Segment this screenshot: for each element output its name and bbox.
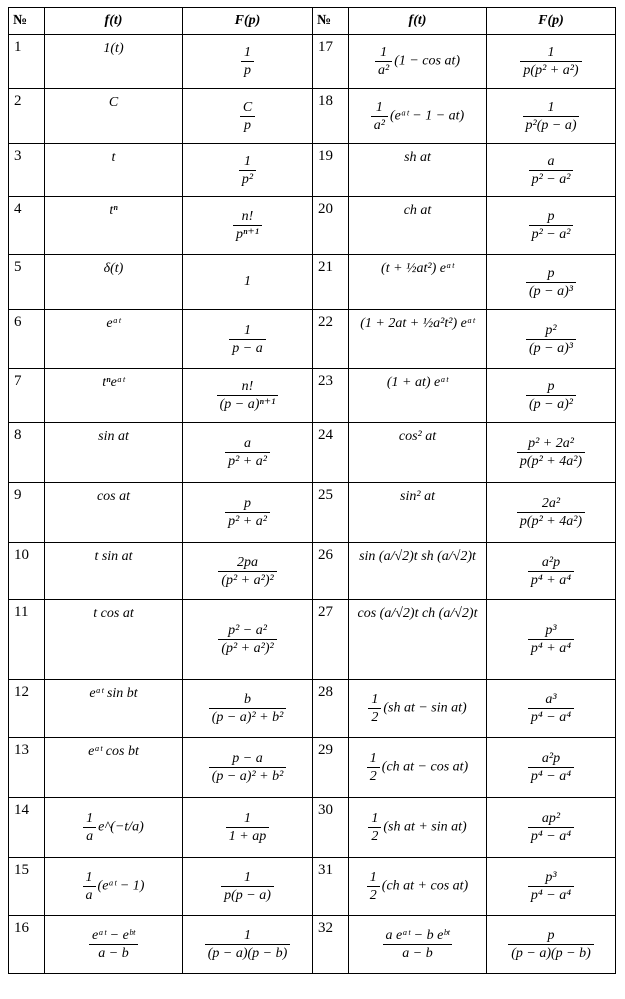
fraction-numerator: 1 bbox=[243, 811, 251, 826]
table-row bbox=[9, 89, 616, 144]
transform-image bbox=[487, 680, 616, 738]
fraction-numerator: p bbox=[547, 928, 555, 943]
original-function: 1(t) bbox=[45, 35, 183, 89]
fraction bbox=[528, 622, 574, 657]
table-row bbox=[9, 680, 616, 738]
fraction-numerator: p bbox=[244, 496, 251, 511]
fraction-denominator: a bbox=[83, 827, 96, 845]
transform-image bbox=[487, 858, 616, 916]
transform-image bbox=[183, 89, 313, 144]
fraction-denominator: p − a bbox=[229, 339, 265, 357]
original-function: (1 + 2at + ½a²t²) eᵃᵗ bbox=[349, 310, 487, 369]
original-function: C bbox=[45, 89, 183, 144]
fraction bbox=[233, 208, 262, 243]
fraction bbox=[523, 99, 580, 134]
entry-number: 18 bbox=[313, 89, 349, 144]
expression-tail: (sh at + sin at) bbox=[383, 819, 467, 835]
transform-image bbox=[183, 680, 313, 738]
fraction-denominator: (p − a)³ bbox=[526, 339, 576, 357]
fraction bbox=[367, 869, 380, 904]
original-function bbox=[349, 35, 487, 89]
fraction bbox=[83, 869, 96, 904]
table-row bbox=[9, 255, 616, 310]
fraction-denominator: p(p − a) bbox=[221, 886, 274, 904]
fraction-numerator: a bbox=[547, 153, 555, 169]
fraction-denominator: 2 bbox=[368, 827, 381, 845]
fraction-numerator: a bbox=[244, 436, 251, 451]
original-function bbox=[349, 680, 487, 738]
fraction bbox=[368, 810, 381, 845]
original-function bbox=[349, 858, 487, 916]
fraction bbox=[240, 99, 255, 134]
entry-number: 17 bbox=[313, 35, 349, 89]
entry-number: 30 bbox=[313, 798, 349, 858]
original-function: cos at bbox=[45, 483, 183, 543]
entry-number: 5 bbox=[9, 255, 45, 310]
fraction-denominator: p² − a² bbox=[529, 225, 574, 243]
entry-number: 23 bbox=[313, 369, 349, 423]
fraction-denominator: (p − a)(p − b) bbox=[508, 944, 594, 962]
original-function bbox=[349, 738, 487, 798]
transform-image bbox=[487, 144, 616, 197]
transform-image bbox=[183, 369, 313, 423]
fraction-numerator: 1 bbox=[375, 99, 383, 115]
transform-image bbox=[183, 483, 313, 543]
entry-number: 22 bbox=[313, 310, 349, 369]
table-row bbox=[9, 144, 616, 197]
fraction-denominator: (p − a)² + b² bbox=[209, 708, 287, 726]
original-function: sh at bbox=[349, 144, 487, 197]
fraction-numerator: 1 bbox=[244, 45, 251, 60]
fraction-numerator: b bbox=[244, 692, 251, 707]
fraction bbox=[89, 927, 138, 962]
expression-tail: (eᵃᵗ − 1 − at) bbox=[389, 108, 465, 124]
entry-number: 32 bbox=[313, 916, 349, 974]
fraction bbox=[528, 750, 574, 785]
entry-number: 31 bbox=[313, 858, 349, 916]
fraction-numerator: n! bbox=[241, 209, 254, 224]
original-function: tⁿeᵃᵗ bbox=[45, 369, 183, 423]
fraction-numerator: 1 bbox=[85, 870, 93, 885]
original-function: (1 + at) eᵃᵗ bbox=[349, 369, 487, 423]
fraction bbox=[239, 153, 256, 188]
original-function bbox=[349, 89, 487, 144]
transform-image bbox=[487, 369, 616, 423]
fraction-numerator: p − a bbox=[232, 751, 263, 766]
transform-image bbox=[487, 89, 616, 144]
transform-image bbox=[183, 543, 313, 600]
entry-number: 28 bbox=[313, 680, 349, 738]
fraction-denominator: p² bbox=[239, 170, 256, 188]
original-function: tⁿ bbox=[45, 197, 183, 255]
transform-image bbox=[183, 144, 313, 197]
table-row bbox=[9, 197, 616, 255]
original-function bbox=[45, 858, 183, 916]
fraction bbox=[225, 495, 270, 530]
transform-image bbox=[487, 738, 616, 798]
entry-number: 2 bbox=[9, 89, 45, 144]
original-function bbox=[45, 798, 183, 858]
fraction-denominator: (p − a)² + b² bbox=[209, 767, 287, 785]
transform-image bbox=[487, 543, 616, 600]
fraction-numerator: 1 bbox=[243, 153, 251, 169]
fraction-numerator: 1 bbox=[547, 45, 555, 60]
fraction-denominator: (p − a)(p − b) bbox=[205, 944, 291, 962]
original-function bbox=[45, 916, 183, 974]
fraction-denominator: p⁴ − a⁴ bbox=[528, 886, 574, 904]
fraction-denominator: 2 bbox=[368, 708, 381, 726]
entry-number: 16 bbox=[9, 916, 45, 974]
expression-tail: (sh at − sin at) bbox=[383, 700, 467, 716]
transform-image bbox=[487, 600, 616, 680]
fraction bbox=[528, 810, 574, 845]
entry-number: 9 bbox=[9, 483, 45, 543]
entry-number: 3 bbox=[9, 144, 45, 197]
fraction bbox=[218, 554, 276, 589]
fraction-numerator: 2pa bbox=[237, 554, 258, 570]
transform-image bbox=[183, 858, 313, 916]
fraction bbox=[225, 435, 270, 470]
transform-image bbox=[183, 197, 313, 255]
fraction-denominator: p(p² + a²) bbox=[520, 61, 581, 79]
transform-image bbox=[183, 798, 313, 858]
fraction-numerator: p³ bbox=[545, 623, 557, 638]
fraction-denominator: p bbox=[241, 61, 254, 79]
expression-tail: (ch at + cos at) bbox=[381, 878, 469, 894]
fraction-numerator: 1 bbox=[369, 751, 377, 766]
entry-number: 27 bbox=[313, 600, 349, 680]
table-row bbox=[9, 858, 616, 916]
header-image: F(p) bbox=[183, 8, 313, 35]
table-row bbox=[9, 798, 616, 858]
original-function: (t + ½at²) eᵃᵗ bbox=[349, 255, 487, 310]
original-function: eᵃᵗ bbox=[45, 310, 183, 369]
fraction-numerator: p³ bbox=[545, 870, 557, 885]
fraction bbox=[221, 869, 274, 904]
fraction-numerator: 1 bbox=[371, 811, 379, 826]
fraction-denominator: a − b bbox=[89, 944, 138, 962]
original-function: t cos at bbox=[45, 600, 183, 680]
fraction bbox=[226, 810, 269, 845]
fraction-denominator: p⁴ − a⁴ bbox=[528, 767, 574, 785]
table-row bbox=[9, 423, 616, 483]
entry-number: 4 bbox=[9, 197, 45, 255]
fraction bbox=[367, 750, 380, 785]
fraction-denominator: p bbox=[240, 116, 255, 134]
fraction-numerator: n! bbox=[241, 379, 254, 394]
header-number: № bbox=[9, 8, 45, 35]
fraction-numerator: 1 bbox=[371, 692, 379, 707]
transform-image bbox=[183, 35, 313, 89]
fraction-denominator: p⁴ + a⁴ bbox=[528, 639, 574, 657]
fraction-denominator: p⁴ + a⁴ bbox=[528, 571, 574, 589]
fraction-numerator: eᵃᵗ − eᵇᵗ bbox=[92, 928, 135, 943]
fraction bbox=[383, 927, 453, 962]
table-row bbox=[9, 738, 616, 798]
fraction-denominator: 1 + ap bbox=[226, 827, 269, 845]
original-function: cos (a/√2)t ch (a/√2)t bbox=[349, 600, 487, 680]
fraction bbox=[371, 99, 388, 134]
fraction bbox=[517, 435, 585, 470]
fraction-numerator: a³ bbox=[545, 692, 557, 707]
fraction bbox=[526, 265, 576, 300]
fraction-denominator: (p − a)ⁿ⁺¹ bbox=[217, 395, 279, 413]
original-function: sin (a/√2)t sh (a/√2)t bbox=[349, 543, 487, 600]
transform-image bbox=[487, 916, 616, 974]
entry-number: 19 bbox=[313, 144, 349, 197]
fraction-numerator: a²p bbox=[541, 554, 561, 570]
table-row bbox=[9, 369, 616, 423]
table-row bbox=[9, 543, 616, 600]
fraction bbox=[508, 927, 594, 962]
entry-number: 12 bbox=[9, 680, 45, 738]
entry-number: 14 bbox=[9, 798, 45, 858]
fraction-numerator: 1 bbox=[243, 322, 251, 338]
fraction-denominator: a² bbox=[371, 116, 388, 134]
fraction-numerator: 1 bbox=[380, 45, 388, 60]
fraction-numerator: 2a² bbox=[541, 496, 561, 511]
original-function: cos² at bbox=[349, 423, 487, 483]
entry-number: 7 bbox=[9, 369, 45, 423]
table-row bbox=[9, 600, 616, 680]
table-row bbox=[9, 310, 616, 369]
expression-tail: (1 − cos at) bbox=[394, 53, 461, 69]
fraction-denominator: p² − a² bbox=[529, 170, 574, 188]
transform-image bbox=[183, 916, 313, 974]
transform-image bbox=[487, 483, 616, 543]
entry-number: 8 bbox=[9, 423, 45, 483]
fraction-numerator: 1 bbox=[86, 811, 94, 826]
fraction-denominator: a² bbox=[375, 61, 392, 79]
fraction-denominator: (p − a)³ bbox=[526, 282, 576, 300]
transform-image bbox=[183, 738, 313, 798]
fraction-numerator: 1 bbox=[243, 928, 251, 943]
fraction-numerator: a eᵃᵗ − b eᵇᵗ bbox=[385, 928, 450, 943]
original-function bbox=[349, 916, 487, 974]
expression-tail: (ch at − cos at) bbox=[381, 759, 469, 775]
fraction bbox=[526, 378, 576, 413]
fraction-numerator: C bbox=[242, 99, 253, 115]
fraction-denominator: a − b bbox=[383, 944, 453, 962]
transform-image bbox=[487, 310, 616, 369]
original-function: sin at bbox=[45, 423, 183, 483]
fraction-denominator: (p² + a²)² bbox=[218, 571, 276, 589]
fraction bbox=[368, 691, 381, 726]
fraction bbox=[217, 378, 279, 413]
table-row bbox=[9, 483, 616, 543]
header-number: № bbox=[313, 8, 349, 35]
fraction-numerator: ap² bbox=[541, 811, 561, 826]
original-function: ch at bbox=[349, 197, 487, 255]
transform-image bbox=[183, 423, 313, 483]
entry-number: 13 bbox=[9, 738, 45, 798]
fraction-numerator: p² − a² bbox=[228, 623, 267, 638]
fraction-numerator: p bbox=[547, 265, 555, 281]
fraction-denominator: p(p² + 4a²) bbox=[517, 452, 585, 470]
fraction-denominator: p(p² + 4a²) bbox=[517, 512, 585, 530]
fraction bbox=[528, 691, 574, 726]
original-function: t sin at bbox=[45, 543, 183, 600]
expression-tail: e^(−t/a) bbox=[98, 819, 144, 835]
table-row bbox=[9, 916, 616, 974]
fraction-denominator: (p² + a²)² bbox=[218, 639, 276, 657]
fraction-denominator: p²(p − a) bbox=[523, 116, 580, 134]
fraction bbox=[241, 44, 254, 79]
header-image: F(p) bbox=[487, 8, 616, 35]
fraction bbox=[209, 691, 287, 726]
transform-image: 1 bbox=[183, 255, 313, 310]
fraction bbox=[529, 208, 574, 243]
fraction-denominator: a bbox=[83, 886, 96, 904]
fraction bbox=[375, 44, 392, 79]
original-function: δ(t) bbox=[45, 255, 183, 310]
fraction bbox=[229, 322, 265, 357]
original-function: eᵃᵗ cos bt bbox=[45, 738, 183, 798]
fraction bbox=[526, 322, 576, 357]
header-original: f(t) bbox=[45, 8, 183, 35]
transform-image bbox=[183, 310, 313, 369]
fraction-numerator: p² + 2a² bbox=[528, 436, 574, 451]
fraction-denominator: p⁴ − a⁴ bbox=[528, 708, 574, 726]
transform-image bbox=[487, 35, 616, 89]
fraction bbox=[517, 495, 585, 530]
fraction-denominator: p² + a² bbox=[225, 452, 270, 470]
fraction bbox=[205, 927, 291, 962]
fraction-denominator: p⁴ − a⁴ bbox=[528, 827, 574, 845]
entry-number: 25 bbox=[313, 483, 349, 543]
entry-number: 21 bbox=[313, 255, 349, 310]
entry-number: 26 bbox=[313, 543, 349, 600]
entry-number: 6 bbox=[9, 310, 45, 369]
transform-image bbox=[487, 255, 616, 310]
fraction-denominator: p² + a² bbox=[225, 512, 270, 530]
original-function bbox=[349, 798, 487, 858]
fraction-numerator: 1 bbox=[244, 870, 251, 885]
entry-number: 11 bbox=[9, 600, 45, 680]
transform-image bbox=[487, 197, 616, 255]
entry-number: 29 bbox=[313, 738, 349, 798]
fraction bbox=[218, 622, 276, 657]
header-row bbox=[9, 8, 616, 35]
transform-image bbox=[183, 600, 313, 680]
original-function: sin² at bbox=[349, 483, 487, 543]
transform-image bbox=[487, 423, 616, 483]
transform-image bbox=[487, 798, 616, 858]
expression-tail: (eᵃᵗ − 1) bbox=[97, 878, 145, 894]
fraction bbox=[528, 554, 574, 589]
entry-number: 24 bbox=[313, 423, 349, 483]
laplace-transform-table bbox=[8, 7, 616, 974]
table-row bbox=[9, 35, 616, 89]
original-function: eᵃᵗ sin bt bbox=[45, 680, 183, 738]
fraction bbox=[83, 810, 96, 845]
fraction-numerator: a²p bbox=[541, 751, 561, 766]
fraction bbox=[529, 153, 574, 188]
fraction-numerator: p bbox=[547, 209, 555, 224]
entry-number: 15 bbox=[9, 858, 45, 916]
fraction bbox=[520, 44, 581, 79]
entry-number: 1 bbox=[9, 35, 45, 89]
fraction-denominator: (p − a)² bbox=[526, 395, 576, 413]
original-function: t bbox=[45, 144, 183, 197]
fraction-denominator: pⁿ⁺¹ bbox=[233, 225, 262, 243]
fraction-denominator: 2 bbox=[367, 886, 380, 904]
header-original: f(t) bbox=[349, 8, 487, 35]
fraction bbox=[209, 750, 287, 785]
fraction-numerator: p bbox=[547, 379, 555, 394]
fraction bbox=[528, 869, 574, 904]
fraction-numerator: 1 bbox=[547, 99, 555, 115]
fraction-numerator: 1 bbox=[369, 870, 377, 885]
entry-number: 20 bbox=[313, 197, 349, 255]
entry-number: 10 bbox=[9, 543, 45, 600]
fraction-numerator: p² bbox=[545, 322, 557, 338]
fraction-denominator: 2 bbox=[367, 767, 380, 785]
